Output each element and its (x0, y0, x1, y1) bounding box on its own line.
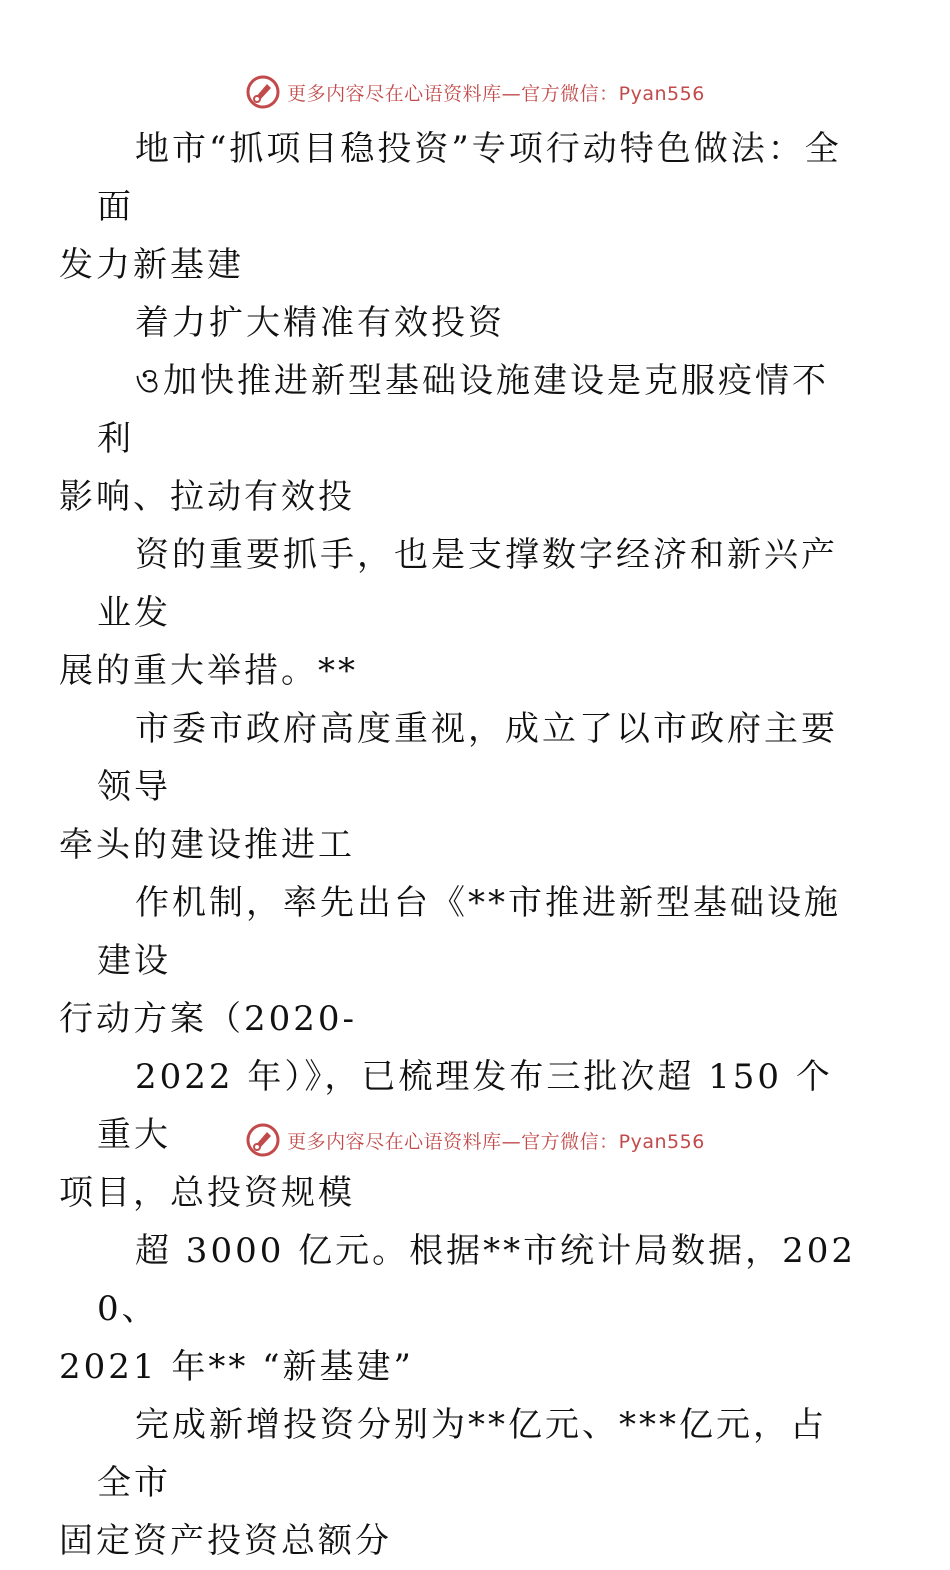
paragraph-line: 市委市政府高度重视，成立了以市政府主要领导 (97, 709, 838, 807)
paragraph-5 (59, 700, 857, 874)
paragraph-1 (59, 120, 857, 294)
paragraph-4 (59, 526, 857, 700)
brand-logo-icon (245, 1122, 281, 1158)
paragraph-line: 发力新基建 (59, 245, 244, 285)
paragraph-line: 作机制，率先出台《**市推进新型基础设施建设 (97, 883, 841, 981)
paragraph-line: 展的重大举措。** (59, 651, 358, 691)
document-body (59, 120, 857, 1570)
footer-watermark-text: 更多内容尽在心语资料库—官方微信：Pyan556 (287, 1130, 705, 1153)
paragraph-line: ও加快推进新型基础设施建设是克服疫情不利 (97, 361, 830, 459)
paragraph-line: 资的重要抓手，也是支撑数字经济和新兴产业发 (97, 535, 838, 633)
paragraph-line: 2022 年）》，已梳理发布三批次超 150 个重大 (97, 1057, 833, 1155)
paragraph-line: 项目，总投资规模 (59, 1173, 355, 1213)
paragraph-line: 影响、拉动有效投 (59, 477, 355, 517)
paragraph-line: 着力扩大精准有效投资 (135, 303, 505, 343)
paragraph-line: 行动方案（2020- (59, 999, 358, 1039)
paragraph-line: 完成新增投资分别为**亿元、***亿元，占全市 (97, 1405, 827, 1503)
paragraph-2 (97, 294, 857, 352)
header-watermark (0, 70, 950, 114)
paragraph-line: 2021 年** “新基建” (59, 1347, 414, 1387)
paragraph-line: 超 3000 亿元。根据**市统计局数据，2020、 (97, 1231, 857, 1329)
paragraph-line: 地市“抓项目稳投资”专项行动特色做法：全面 (97, 129, 842, 227)
brand-logo-icon (245, 74, 281, 110)
footer-watermark (0, 1118, 950, 1162)
paragraph-8 (59, 1222, 857, 1396)
header-watermark-text: 更多内容尽在心语资料库—官方微信：Pyan556 (287, 82, 705, 105)
paragraph-line: 牵头的建设推进工 (59, 825, 355, 865)
paragraph-9 (59, 1396, 857, 1570)
paragraph-6 (59, 874, 857, 1048)
paragraph-3 (59, 352, 857, 526)
paragraph-line: 固定资产投资总额分 (59, 1521, 392, 1561)
